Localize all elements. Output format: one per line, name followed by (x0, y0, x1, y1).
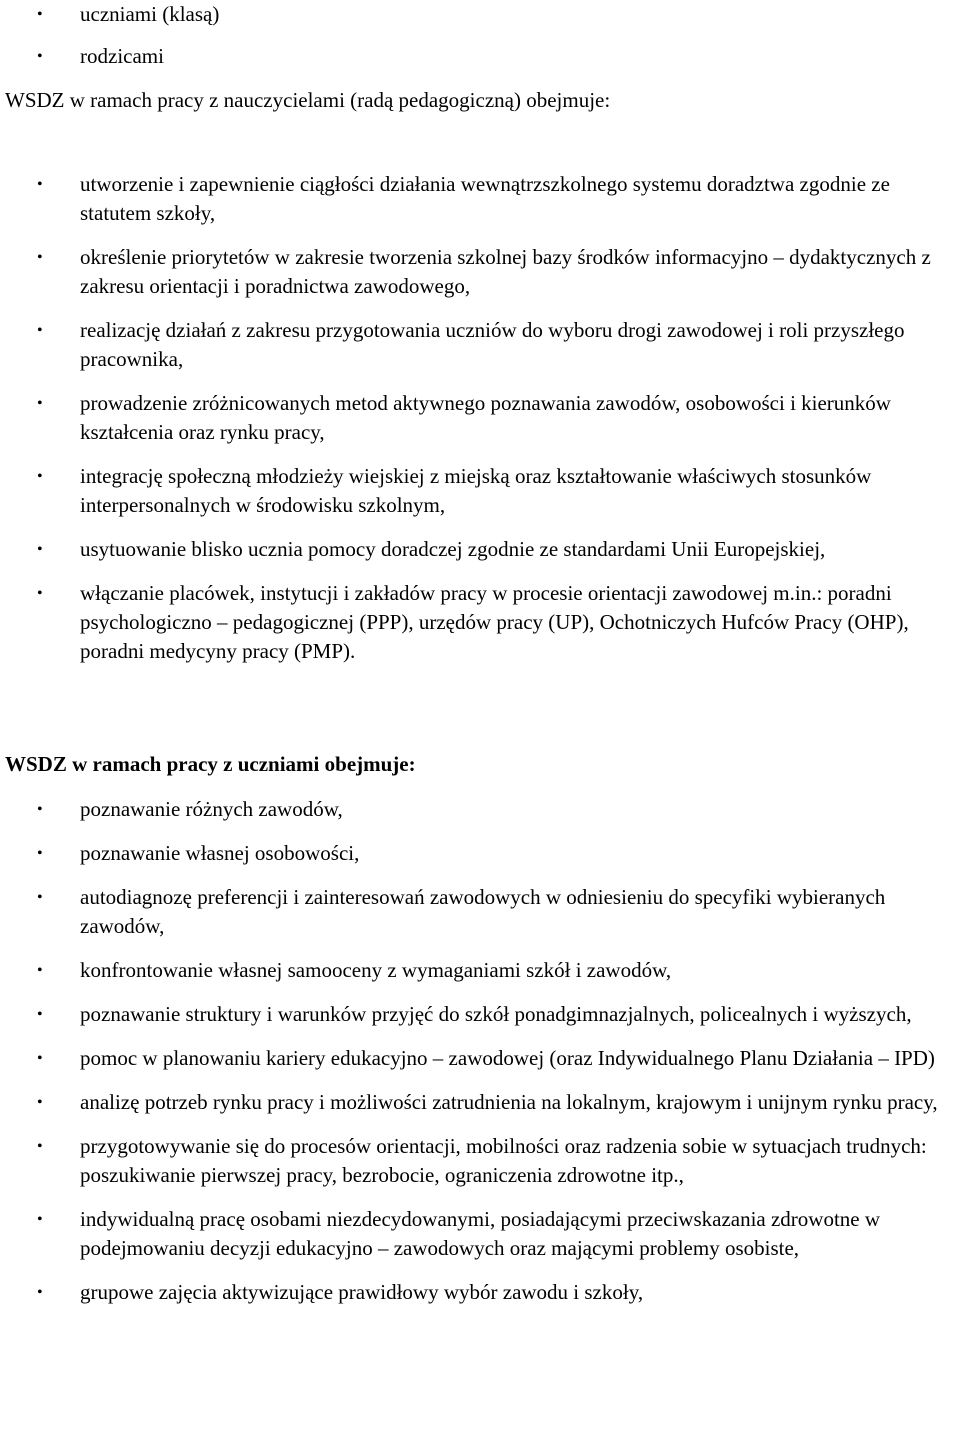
bullet-icon: • (37, 1138, 43, 1155)
bullet-icon: • (37, 48, 43, 65)
list-item-text: autodiagnozę preferencji i zainteresowań zawodowych w odniesieniu do specyfiki wybieranych zawodów, (80, 885, 886, 938)
bullet-icon: • (37, 962, 43, 979)
list-item (0, 956, 960, 985)
bullet-icon: • (37, 249, 43, 266)
list-item-text: usytuowanie blisko ucznia pomocy doradczej zgodnie ze standardami Unii Europejskiej, (80, 537, 826, 561)
bullet-icon: • (37, 468, 43, 485)
list-item (0, 1000, 960, 1029)
list-item-text: analizę potrzeb rynku pracy i możliwości zatrudnienia na lokalnym, krajowym i unijnym rynku pracy, (80, 1090, 938, 1114)
list-item-text: poznawanie własnej osobowości, (80, 841, 360, 865)
bullet-icon: • (37, 541, 43, 558)
list-item (0, 1132, 960, 1190)
bullet-icon: • (37, 1050, 43, 1067)
list-item-text: rodzicami (80, 44, 164, 68)
bullet-icon: • (37, 6, 43, 23)
list-item (0, 42, 960, 71)
bullet-icon: • (37, 1094, 43, 1111)
list-item (0, 170, 960, 228)
list-top (0, 0, 960, 71)
list-item (0, 535, 960, 564)
section-heading-students: WSDZ w ramach pracy z uczniami obejmuje: (5, 752, 416, 776)
list-item-text: poznawanie struktury i warunków przyjęć do szkół ponadgimnazjalnych, policealnych i wyższych, (80, 1002, 912, 1026)
bullet-icon: • (37, 395, 43, 412)
list-item-text: określenie priorytetów w zakresie tworzenia szkolnej bazy środków informacyjno – dydaktycznych z zakresu orientacji i poradnictwa zawodowego, (80, 245, 931, 298)
list-item-text: indywidualną pracę osobami niezdecydowanymi, posiadającymi przeciwskazania zdrowotne w podejmowaniu decyzji edukacyjno – zawodowych oraz mającymi problemy osobiste, (80, 1207, 881, 1260)
list-item-text: realizację działań z zakresu przygotowania uczniów do wyboru drogi zawodowej i roli przyszłego pracownika, (80, 318, 905, 371)
list-item (0, 462, 960, 520)
bullet-icon: • (37, 176, 43, 193)
list-item (0, 883, 960, 941)
list-item-text: pomoc w planowaniu kariery edukacyjno – zawodowej (oraz Indywidualnego Planu Działania – IPD) (80, 1046, 935, 1070)
list-item (0, 1044, 960, 1073)
list-item-text: prowadzenie zróżnicowanych metod aktywnego poznawania zawodów, osobowości i kierunków kształcenia oraz rynku pracy, (80, 391, 891, 444)
bullet-icon: • (37, 845, 43, 862)
list-item-text: konfrontowanie własnej samooceny z wymaganiami szkół i zawodów, (80, 958, 672, 982)
list-item (0, 795, 960, 824)
list-item (0, 0, 960, 29)
bullet-icon: • (37, 585, 43, 602)
list-item (0, 243, 960, 301)
bullet-icon: • (37, 1211, 43, 1228)
list-item-text: przygotowywanie się do procesów orientacji, mobilności oraz radzenia sobie w sytuacjach trudnych: poszukiwanie pierwszej pracy, bezrobocie, ograniczenia zdrowotne itp., (80, 1134, 927, 1187)
bullet-icon: • (37, 1284, 43, 1301)
bullet-icon: • (37, 1006, 43, 1023)
list-item (0, 1088, 960, 1117)
list-item-text: włączanie placówek, instytucji i zakładów pracy w procesie orientacji zawodowej m.in.: poradni psychologiczno – pedagogicznej (PPP), urzędów pracy (UP), Ochotniczych Hufców Pracy (OHP), poradni medycyny pracy (PMP). (80, 581, 909, 663)
section-heading-teachers: WSDZ w ramach pracy z nauczycielami (radą pedagogiczną) obejmuje: (5, 88, 611, 112)
list-item-text: integrację społeczną młodzieży wiejskiej z miejską oraz kształtowanie właściwych stosunków interpersonalnych w środowisku szkolnym, (80, 464, 872, 517)
bullet-icon: • (37, 801, 43, 818)
bullet-icon: • (37, 889, 43, 906)
list-teachers (0, 170, 960, 666)
list-item (0, 389, 960, 447)
list-item (0, 839, 960, 868)
list-item-text: poznawanie różnych zawodów, (80, 797, 343, 821)
list-item-text: grupowe zajęcia aktywizujące prawidłowy wybór zawodu i szkoły, (80, 1280, 644, 1304)
list-item-text: utworzenie i zapewnienie ciągłości działania wewnątrzszkolnego systemu doradztwa zgodnie ze statutem szkoły, (80, 172, 890, 225)
bullet-icon: • (37, 322, 43, 339)
list-students (0, 795, 960, 1307)
list-item (0, 579, 960, 666)
list-item (0, 316, 960, 374)
list-item (0, 1278, 960, 1307)
list-item-text: uczniami (klasą) (80, 2, 220, 26)
list-item (0, 1205, 960, 1263)
